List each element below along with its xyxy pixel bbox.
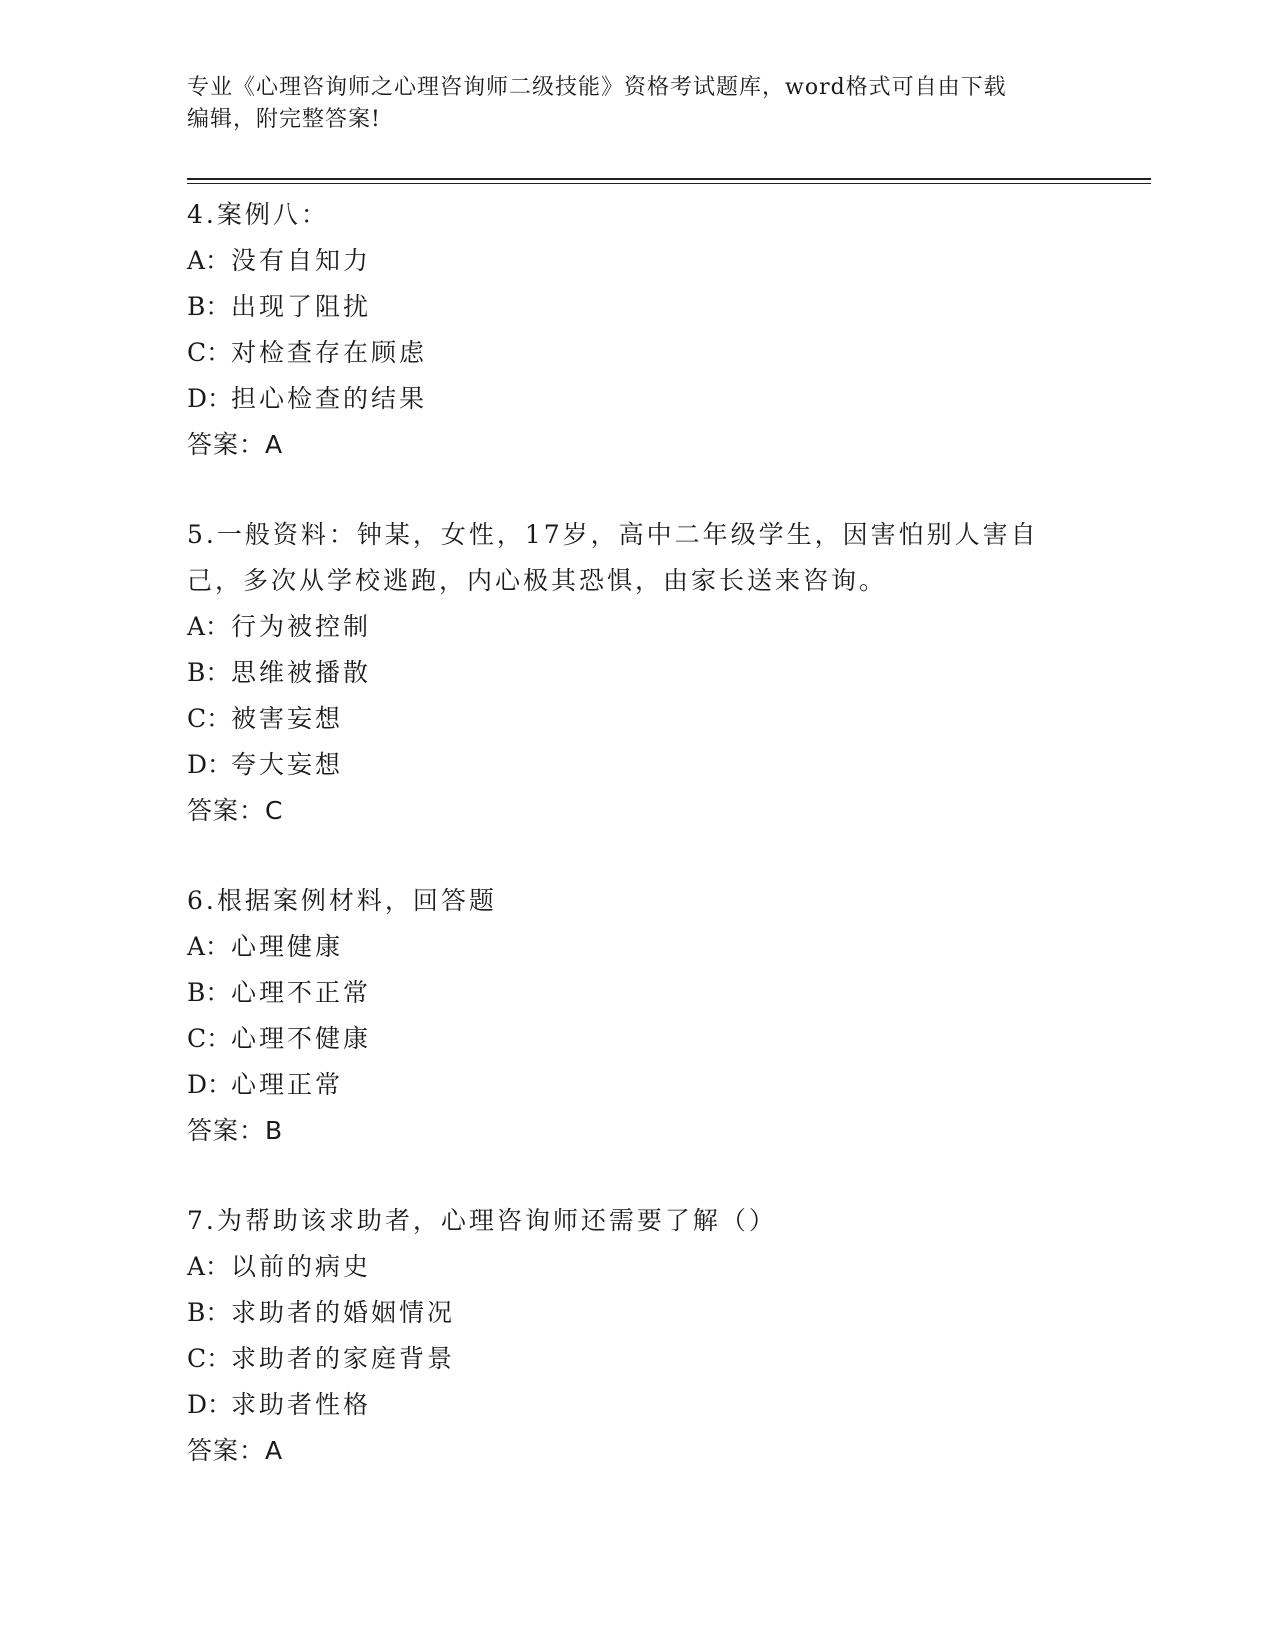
option-letter: C： [187, 1024, 232, 1053]
option-a [187, 924, 1087, 970]
document-header [187, 72, 1087, 136]
option-b [187, 284, 1087, 330]
option-letter: D： [187, 1070, 233, 1099]
option-letter: C： [187, 338, 232, 367]
option-letter: C： [187, 704, 232, 733]
option-c [187, 1336, 1087, 1382]
question-list [187, 192, 1087, 1518]
option-letter: D： [187, 750, 233, 779]
option-a [187, 238, 1087, 284]
option-text: 心理不正常 [231, 978, 372, 1007]
answer-line: 答案：A [187, 1436, 284, 1465]
option-d [187, 1382, 1087, 1428]
header-line-1: 专业《心理咨询师之心理咨询师二级技能》资格考试题库，word格式可自由下载 [187, 75, 1007, 100]
option-b [187, 1290, 1087, 1336]
option-letter: A： [187, 932, 231, 961]
option-a [187, 1244, 1087, 1290]
question-5 [187, 512, 1087, 834]
option-letter: B： [187, 1298, 231, 1327]
option-text: 求助者性格 [231, 1390, 372, 1419]
answer-line: 答案：B [187, 1116, 284, 1145]
option-text: 求助者的家庭背景 [231, 1344, 456, 1373]
header-divider-thick [187, 178, 1151, 180]
option-letter: D： [187, 1390, 233, 1419]
option-c [187, 1016, 1087, 1062]
option-text: 心理健康 [231, 932, 344, 961]
option-letter: A： [187, 612, 231, 641]
option-d [187, 1062, 1087, 1108]
option-d [187, 742, 1087, 788]
option-d [187, 376, 1087, 422]
question-stem: 4.案例八： [187, 200, 329, 229]
option-text: 思维被播散 [231, 658, 372, 687]
option-text: 求助者的婚姻情况 [231, 1298, 456, 1327]
option-letter: B： [187, 658, 231, 687]
question-stem: 7.为帮助该求助者，心理咨询师还需要了解（） [187, 1206, 777, 1235]
option-text: 行为被控制 [231, 612, 372, 641]
option-b [187, 970, 1087, 1016]
option-c [187, 696, 1087, 742]
option-letter: B： [187, 978, 231, 1007]
option-b [187, 650, 1087, 696]
option-a [187, 604, 1087, 650]
option-text: 出现了阻扰 [231, 292, 372, 321]
option-text: 夸大妄想 [231, 750, 344, 779]
option-text: 心理不健康 [231, 1024, 372, 1053]
question-6 [187, 878, 1087, 1154]
option-letter: A： [187, 1252, 231, 1281]
option-text: 心理正常 [231, 1070, 344, 1099]
header-divider-thin [187, 183, 1151, 184]
question-7 [187, 1198, 1087, 1474]
option-text: 没有自知力 [231, 246, 372, 275]
option-c [187, 330, 1087, 376]
option-letter: D： [187, 384, 233, 413]
answer-line: 答案：C [187, 796, 284, 825]
option-letter: B： [187, 292, 231, 321]
option-text: 对检查存在顾虑 [231, 338, 428, 367]
question-stem: 5.一般资料：钟某，女性，17岁，高中二年级学生，因害怕别人害自己，多次从学校逃跑，内心极其恐惧，由家长送来咨询。 [187, 520, 1039, 595]
header-line-2: 编辑，附完整答案! [187, 107, 381, 132]
answer-line: 答案：A [187, 430, 284, 459]
option-text: 担心检查的结果 [231, 384, 428, 413]
option-letter: A： [187, 246, 231, 275]
option-letter: C： [187, 1344, 232, 1373]
question-stem: 6.根据案例材料，回答题 [187, 886, 497, 915]
option-text: 被害妄想 [231, 704, 344, 733]
option-text: 以前的病史 [231, 1252, 372, 1281]
question-4 [187, 192, 1087, 468]
